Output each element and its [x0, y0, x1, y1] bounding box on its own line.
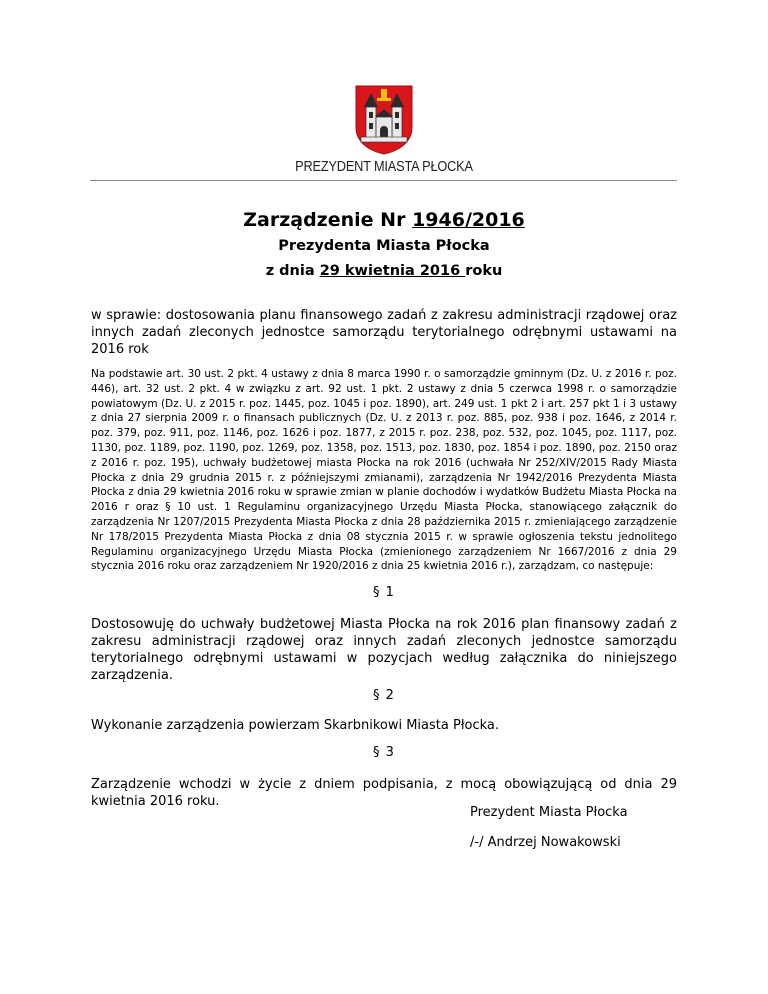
legal-basis: Na podstawie art. 30 ust. 2 pkt. 4 ustawy z dnia 8 marca 1990 r. o samorządzie gminnym (Dz. U. z 2016 r. poz. 446), art. 32 ust. 2 pkt. 4 w związku z art. 92 ust. 1 pkt. 2 ustawy z dnia 5 czerwca 1998 r. o samorządzie powiatowym (Dz. U. z 2015 r. poz. 1445, poz. 1045 i poz. 1890), art. 249 ust. 1 pkt 2 i art. 257 pkt 1 i 3 ustawy z dnia 27 sierpnia 2009 r. o finansach publicznych (Dz. U. z 2013 r. poz. 885, poz. 938 i poz. 1646, z 2014 r. poz. 379, poz. 911, poz. 1146, poz. 1626 i poz. 1877, z 2015 r. poz. 238, poz. 532, poz. 1045, poz. 1117, poz. 1130, poz. 1189, poz. 1190, poz. 1269, poz. 1358, poz. 1513, poz. 1830, poz. 1854 i poz. 1890, poz. 2150 oraz z 2016 r. poz. 195), uchwały budżetowej miasta Płocka na rok 2016 (uchwała Nr 252/XIV/2015 Rady Miasta Płocka z dnia 29 grudnia 2015 r. z późniejszymi zmianami), zarządzenia Nr 1942/2016 Prezydenta Miasta Płocka z dnia 29 kwietnia 2016 roku w sprawie zmian w planie dochodów i wydatków Budżetu Miasta Płocka na 2016 r oraz § 10 ust. 1 Regulaminu organizacyjnego Urzędu Miasta Płocka, stanowiącego załącznik do zarządzenia Nr 1207/2015 Prezydenta Miasta Płocka z dnia 28 października 2015 r. zmieniającego zarządzenie Nr 178/2015 Prezydenta Miasta Płocka z dnia 08 stycznia 2015 r. w sprawie ogłoszenia tekstu jednolitego Regulaminu organizacyjnego Urzędu Miasta Płocka (zmienionego zarządzeniem Nr 1667/2016 z dnia 29 stycznia 2016 roku oraz zarządzeniem Nr 1920/2016 z dnia 25 kwietnia 2016 r.), zarządzam, co następuje:	[91, 368, 677, 573]
section-mark-2: § 2	[373, 688, 395, 703]
section-mark-1: § 1	[373, 585, 395, 600]
document-number: 1946/2016	[412, 209, 525, 231]
section-mark-3: § 3	[373, 745, 395, 760]
issuer-header-title: PREZYDENT MIASTA PŁOCKA	[295, 159, 473, 175]
date-suffix: roku	[465, 263, 503, 279]
section-text-1: Dostosowuję do uchwały budżetowej Miasta Płocka na rok 2016 plan finansowy zadań z zakresu administracji rządowej oraz innych zadań zleconych jednostce samorządu terytorialnego odrębnymi ustawami w pozycjach według załącznika do niniejszego zarządzenia.	[91, 617, 677, 683]
plock-coat-of-arms-icon	[355, 85, 413, 155]
document-title	[0, 209, 768, 231]
signature-title: Prezydent Miasta Płocka	[470, 805, 628, 820]
document-issuer: Prezydenta Miasta Płocka	[278, 238, 490, 254]
date-prefix: z dnia	[265, 263, 320, 279]
document-subject: w sprawie: dostosowania planu finansowego zadań z zakresu administracji rządowej oraz innych zadań zleconych jednostce samorządu terytorialnego odrębnymi ustawami na 2016 rok	[91, 308, 677, 357]
header-divider	[90, 180, 677, 181]
document-date	[0, 263, 768, 279]
section-text-3: Zarządzenie wchodzi w życie z dniem podpisania, z mocą obowiązującą od dnia 29 kwietnia 2016 roku.	[91, 777, 677, 809]
section-text-2: Wykonanie zarządzenia powierzam Skarbnikowi Miasta Płocka.	[91, 718, 500, 733]
title-prefix: Zarządzenie Nr	[243, 209, 413, 231]
date-value: 29 kwietnia 2016	[319, 263, 466, 279]
signature-name: /-/ Andrzej Nowakowski	[470, 835, 621, 850]
